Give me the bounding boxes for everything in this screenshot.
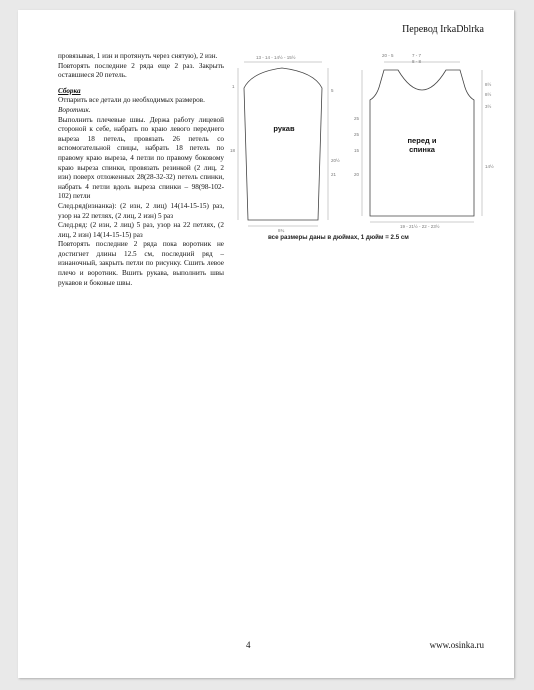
text-paragraph: Повторять последние 2 ряда еще 2 раз. Закрыть оставшиеся 20 петель. [58,61,224,80]
body-left-dim-1: 25 [354,116,360,121]
instructions-text [58,52,224,288]
sleeve-left-dim-2: 18 [230,148,236,153]
text-paragraph: Выполнить плечевые швы. Держа работу лицевой стороной к себе, набрать по краю левого переднего выреза 18 петель, провязать 26 петель со вспомогательной спицы, набрать 18 петель по правому краю выреза, 4 петли по правому боковому краю выреза спинки, провязать резинкой (2 лиц, 2 изн) поверх отложенных 28(28-32-32) петель спинки, набрать 4 петли вдоль выреза спинки – 98(98-102-102) петли [58,115,224,201]
page-header-title: Перевод IrkaDblrka [402,24,484,35]
page-number: 4 [246,640,251,650]
body-left-dim-3: 15 [354,148,360,153]
text-paragraph: Отпарить все детали до необходимых размеров. [58,96,205,105]
body-right-dim-4: 14½ [485,164,494,169]
body-right-dim-2: 8½ [485,92,492,97]
body-left-dim-4: 20 [354,172,360,177]
footer-url: www.osinka.ru [429,640,484,650]
body-bottom-dim: 19 - 21½ - 22 - 23½ [400,224,440,229]
text-paragraph: След.ряд: (2 изн, 2 лиц) 5 раз, узор на 22 петлях, (2 лиц, 2 изн) 14(14-15-15) раз [58,221,224,239]
body-top-dim-3: 8 - 8 [412,59,422,64]
diagram-caption: все размеры даны в дюймах, 1 дюйм = 2.5 см [268,234,409,241]
body-right-dim-1: 8½ [485,82,492,87]
subsection-title: Воротник. [58,105,91,114]
schematic-diagram [212,48,502,248]
text-paragraph: провязывая, 1 изн и протянуть через снятую), 2 изн. [58,52,218,60]
section-title: Сборка [58,86,81,95]
sleeve-bottom-dim: 8¾ [278,228,285,233]
sleeve-outline [244,68,322,220]
body-top-dim-1: 20 - 5 [382,53,394,58]
sleeve-top-dim: 13 - 14 - 14½ - 15½ [256,55,296,60]
body-label-line1: перед и [407,136,437,145]
body-right-dim-3: 3½ [485,104,492,109]
text-paragraph: След.ряд(изнанка): (2 изн, 2 лиц) 14(14-15-15) раз, узор на 22 петлях, (2 лиц, 2 изн) 5 раз [58,201,224,220]
sleeve-left-dim-1: 1 [232,84,235,89]
sleeve-right-dim-2: 20½ [331,158,340,163]
body-label [394,136,450,154]
text-paragraph: Повторять последние 2 ряда пока воротник не достигнет длины 12.5 см, последний ряд – изнаночный, закрыть петли по рисунку. Сшить левое плечо и воротник. Вшить рукава, выполнить швы рукавов и боковые швы. [58,240,224,287]
sleeve-right-dim-3: 21 [331,172,337,177]
sleeve-label: рукав [273,124,295,133]
body-left-dim-2: 25 [354,132,360,137]
body-label-line2: спинка [409,145,435,154]
sleeve-right-dim-1: 5 [331,88,334,93]
body-top-dim-2: 7 - 7 [412,53,422,58]
